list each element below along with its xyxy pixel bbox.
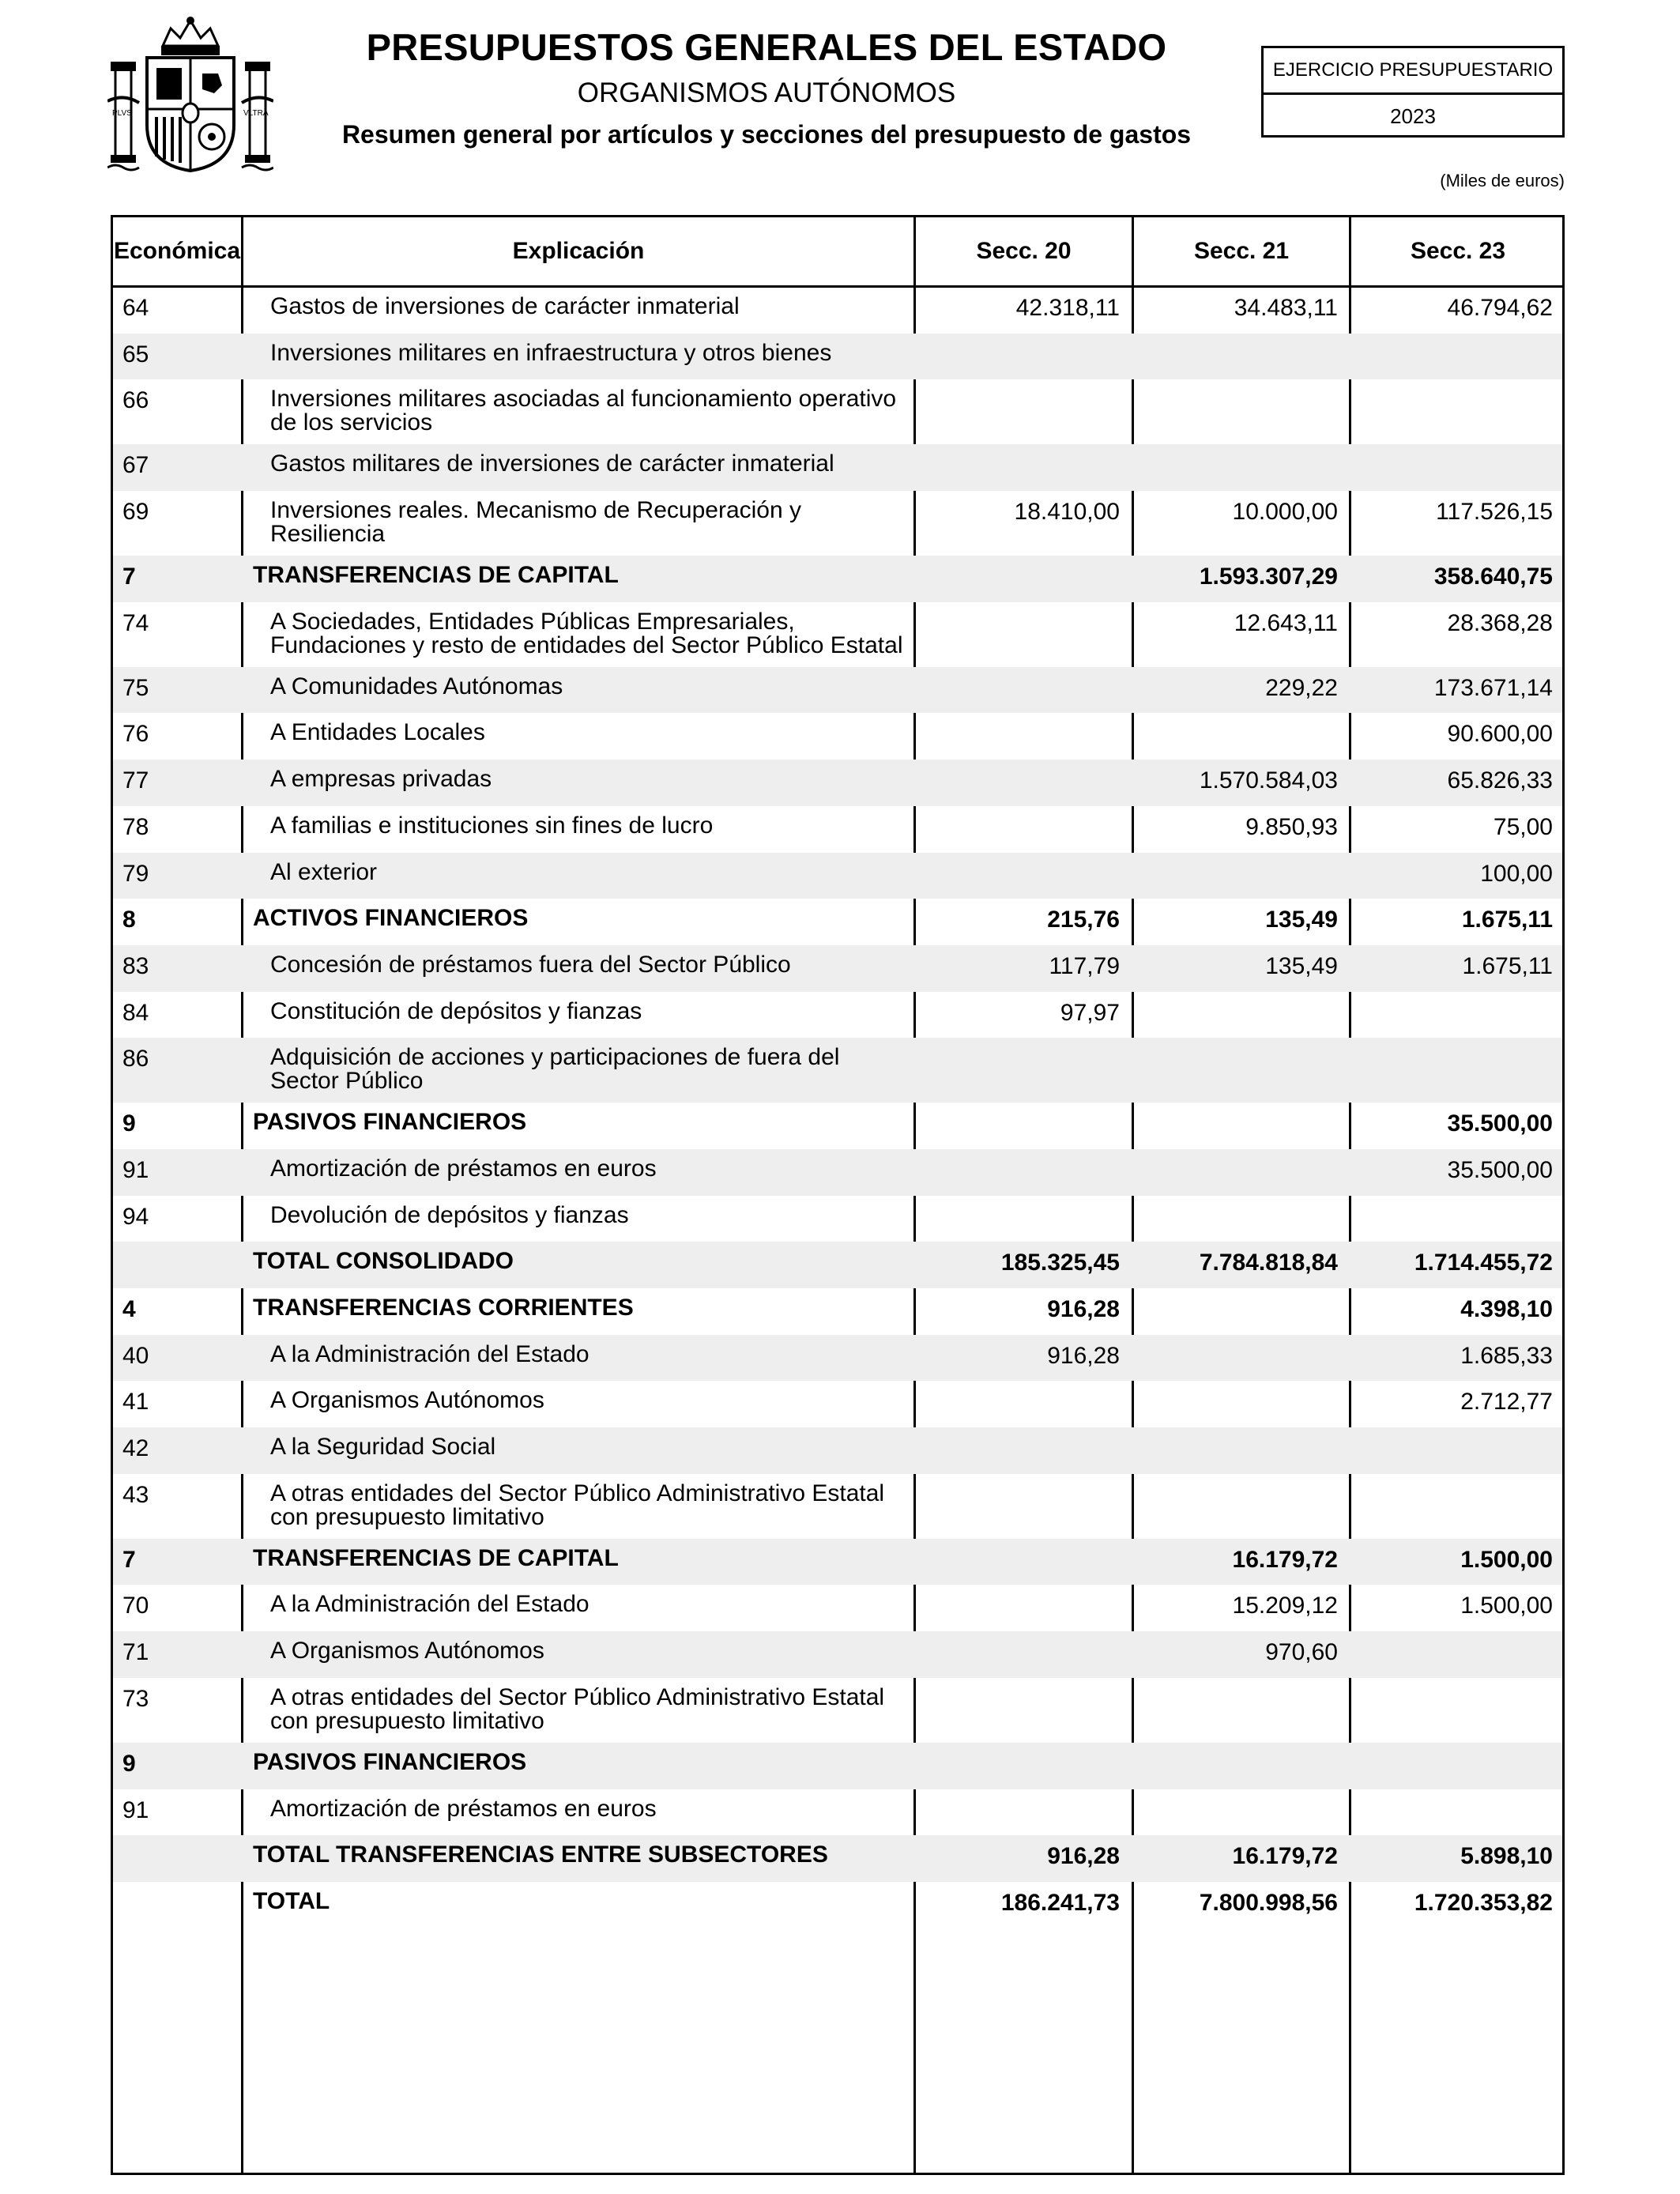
table-row bbox=[113, 806, 1562, 853]
row-secc-23: 28.368,28 bbox=[1447, 609, 1553, 636]
page-description: Resumen general por artículos y secciones del presupuesto de gastos bbox=[341, 120, 1192, 149]
table-row bbox=[113, 1381, 1562, 1427]
units-note: (Miles de euros) bbox=[1440, 171, 1565, 190]
row-secc-21: 135,49 bbox=[1265, 907, 1338, 933]
row-secc-23: 117.526,15 bbox=[1436, 499, 1553, 526]
row-secc-21: 1.593.307,29 bbox=[1199, 564, 1338, 590]
row-explanation: A empresas privadas bbox=[270, 766, 492, 793]
table-row bbox=[113, 491, 1562, 556]
row-secc-21: 135,49 bbox=[1265, 952, 1338, 979]
budget-table bbox=[111, 215, 1565, 2175]
row-explanation: TOTAL CONSOLIDADO bbox=[253, 1248, 514, 1275]
row-code: 9 bbox=[122, 1750, 136, 1777]
row-secc-23: 358.640,75 bbox=[1433, 564, 1553, 590]
row-explanation: TOTAL TRANSFERENCIAS ENTRE SUBSECTORES bbox=[253, 1842, 828, 1868]
row-explanation: Concesión de préstamos fuera del Sector Público bbox=[270, 951, 791, 978]
row-explanation: Amortización de préstamos en euros bbox=[270, 1155, 657, 1182]
table-row bbox=[113, 1743, 1562, 1789]
row-code: 83 bbox=[122, 952, 149, 979]
table-row bbox=[113, 853, 1562, 899]
column-header-explicacion: Explicación bbox=[512, 238, 645, 264]
row-secc-21: 34.483,11 bbox=[1234, 295, 1338, 321]
row-secc-21: 1.570.584,03 bbox=[1199, 767, 1338, 794]
row-code: 66 bbox=[122, 387, 149, 414]
table-row bbox=[113, 1678, 1562, 1743]
table-row bbox=[113, 1196, 1562, 1242]
row-explanation: Amortización de préstamos en euros bbox=[270, 1795, 657, 1822]
row-secc-21: 10.000,00 bbox=[1232, 499, 1338, 526]
table-row bbox=[113, 334, 1562, 380]
document-header bbox=[300, 24, 1233, 150]
table-row bbox=[113, 713, 1562, 760]
row-secc-23: 2.712,77 bbox=[1460, 1389, 1553, 1416]
table-row bbox=[113, 1585, 1562, 1631]
row-explanation: A familias e instituciones sin fines de lucro bbox=[270, 812, 714, 839]
row-explanation: A Comunidades Autónomas bbox=[270, 673, 563, 699]
page-title: PRESUPUESTOS GENERALES DEL ESTADO bbox=[366, 26, 1167, 68]
row-secc-23: 1.675,11 bbox=[1462, 952, 1553, 979]
table-row bbox=[113, 379, 1562, 444]
row-code: 79 bbox=[122, 860, 149, 887]
row-explanation: Constitución de depósitos y fianzas bbox=[270, 997, 642, 1024]
row-secc-21: 7.784.818,84 bbox=[1199, 1250, 1338, 1276]
table-row bbox=[113, 1789, 1562, 1836]
exercise-label: EJERCICIO PRESUPUESTARIO bbox=[1264, 48, 1562, 95]
table-row bbox=[113, 1474, 1562, 1539]
row-secc-23: 1.685,33 bbox=[1460, 1342, 1553, 1369]
row-code: 70 bbox=[122, 1593, 149, 1619]
row-secc-23: 35.500,00 bbox=[1447, 1110, 1553, 1137]
row-secc-23: 75,00 bbox=[1493, 813, 1553, 840]
row-secc-21: 970,60 bbox=[1265, 1639, 1338, 1666]
table-row bbox=[113, 1539, 1562, 1585]
row-explanation: Inversiones reales. Mecanismo de Recuperación y Resiliencia bbox=[270, 497, 801, 548]
column-header-secc-21: Secc. 21 bbox=[1193, 238, 1290, 264]
table-row bbox=[113, 945, 1562, 992]
row-explanation: Devolución de depósitos y fianzas bbox=[270, 1201, 629, 1228]
row-secc-21: 229,22 bbox=[1265, 674, 1338, 701]
row-secc-20: 215,76 bbox=[1047, 907, 1120, 933]
row-code: 86 bbox=[122, 1046, 149, 1072]
row-explanation: A la Administración del Estado bbox=[270, 1340, 590, 1367]
row-code: 8 bbox=[122, 907, 136, 933]
row-secc-23: 46.794,62 bbox=[1447, 295, 1553, 321]
coat-of-arms-logo bbox=[107, 14, 273, 172]
column-header-economica: Económica bbox=[113, 238, 241, 264]
row-secc-21: 15.209,12 bbox=[1232, 1593, 1338, 1619]
row-secc-23: 5.898,10 bbox=[1460, 1843, 1553, 1870]
row-code: 43 bbox=[122, 1481, 149, 1508]
column-header-secc-23: Secc. 23 bbox=[1410, 238, 1506, 264]
row-explanation: Inversiones militares en infraestructura y otros bienes bbox=[270, 339, 832, 366]
row-code: 84 bbox=[122, 999, 149, 1026]
row-explanation: Gastos militares de inversiones de carácter inmaterial bbox=[270, 450, 834, 477]
row-explanation: Gastos de inversiones de carácter inmaterial bbox=[270, 293, 740, 319]
table-row bbox=[113, 899, 1562, 945]
row-secc-20: 18.410,00 bbox=[1014, 499, 1120, 526]
row-code: 75 bbox=[122, 674, 149, 701]
table-row bbox=[113, 602, 1562, 667]
row-secc-20: 117,79 bbox=[1049, 952, 1120, 979]
row-explanation: TRANSFERENCIAS CORRIENTES bbox=[253, 1295, 634, 1321]
row-code: 41 bbox=[122, 1389, 149, 1416]
row-secc-23: 90.600,00 bbox=[1447, 721, 1553, 748]
row-explanation: A Sociedades, Entidades Públicas Empresariales, Fundaciones y resto de entidades del Sector Público Estatal bbox=[270, 608, 903, 658]
row-code: 69 bbox=[122, 499, 149, 526]
svg-text:PLVS: PLVS bbox=[112, 109, 132, 118]
table-row bbox=[113, 992, 1562, 1039]
row-code: 64 bbox=[122, 295, 149, 321]
table-row bbox=[113, 1103, 1562, 1149]
row-code: 7 bbox=[122, 564, 136, 590]
row-code: 91 bbox=[122, 1156, 149, 1183]
row-explanation: A Organismos Autónomos bbox=[270, 1387, 544, 1414]
row-secc-21: 9.850,93 bbox=[1245, 813, 1338, 840]
row-secc-20: 185.325,45 bbox=[1000, 1250, 1120, 1276]
row-explanation: TOTAL bbox=[253, 1887, 330, 1914]
row-secc-23: 1.500,00 bbox=[1460, 1546, 1553, 1573]
row-secc-23: 100,00 bbox=[1480, 860, 1553, 887]
row-explanation: ACTIVOS FINANCIEROS bbox=[253, 905, 529, 932]
table-row bbox=[113, 1631, 1562, 1678]
row-code: 42 bbox=[122, 1435, 149, 1462]
row-code: 74 bbox=[122, 609, 149, 636]
row-secc-23: 1.714.455,72 bbox=[1414, 1250, 1553, 1276]
table-row bbox=[113, 760, 1562, 806]
row-code: 76 bbox=[122, 721, 149, 748]
row-explanation: PASIVOS FINANCIEROS bbox=[253, 1748, 527, 1775]
row-secc-20: 186.241,73 bbox=[1000, 1889, 1120, 1916]
row-secc-20: 97,97 bbox=[1060, 999, 1120, 1026]
table-row bbox=[113, 667, 1562, 714]
row-explanation: TRANSFERENCIAS DE CAPITAL bbox=[253, 562, 619, 589]
row-code: 65 bbox=[122, 341, 149, 368]
row-secc-23: 65.826,33 bbox=[1447, 767, 1553, 794]
row-code: 94 bbox=[122, 1203, 149, 1230]
row-explanation: A otras entidades del Sector Público Administrativo Estatal con presupuesto limitativo bbox=[270, 1480, 885, 1530]
row-explanation: A la Administración del Estado bbox=[270, 1591, 590, 1618]
table-header bbox=[113, 217, 1562, 288]
row-secc-21: 16.179,72 bbox=[1232, 1546, 1338, 1573]
row-code: 9 bbox=[122, 1110, 136, 1137]
row-code: 91 bbox=[122, 1796, 149, 1823]
column-header-secc-20: Secc. 20 bbox=[976, 238, 1072, 264]
table-row bbox=[113, 287, 1562, 334]
table-row bbox=[113, 444, 1562, 491]
svg-text:VLTRA: VLTRA bbox=[243, 109, 269, 118]
row-explanation: A otras entidades del Sector Público Administrativo Estatal con presupuesto limitativo bbox=[270, 1683, 885, 1734]
row-secc-21: 12.643,11 bbox=[1234, 609, 1338, 636]
table-body bbox=[113, 287, 1562, 1928]
row-secc-20: 916,28 bbox=[1047, 1843, 1120, 1870]
table-row bbox=[113, 556, 1562, 602]
row-explanation: PASIVOS FINANCIEROS bbox=[253, 1109, 527, 1136]
row-secc-23: 4.398,10 bbox=[1460, 1296, 1553, 1322]
exercise-year: 2023 bbox=[1390, 104, 1436, 128]
row-secc-20: 916,28 bbox=[1047, 1296, 1120, 1322]
row-secc-23: 1.675,11 bbox=[1461, 907, 1553, 933]
table-row bbox=[113, 1882, 1562, 1928]
table-row bbox=[113, 1427, 1562, 1474]
table-row bbox=[113, 1149, 1562, 1196]
row-code: 4 bbox=[122, 1296, 136, 1322]
row-explanation: A la Seguridad Social bbox=[270, 1434, 496, 1461]
table-row bbox=[113, 1038, 1562, 1103]
row-code: 7 bbox=[122, 1546, 136, 1573]
table-row bbox=[113, 1335, 1562, 1382]
row-explanation: A Organismos Autónomos bbox=[270, 1638, 544, 1664]
row-explanation: TRANSFERENCIAS DE CAPITAL bbox=[253, 1544, 619, 1571]
row-secc-20: 916,28 bbox=[1047, 1342, 1120, 1369]
row-explanation: Inversiones militares asociadas al funcionamiento operativo de los servicios bbox=[270, 386, 897, 436]
row-code: 77 bbox=[122, 767, 149, 794]
table-row bbox=[113, 1288, 1562, 1335]
exercise-box bbox=[1261, 46, 1565, 138]
row-code: 67 bbox=[122, 452, 149, 479]
row-explanation: A Entidades Locales bbox=[270, 719, 485, 746]
row-secc-23: 35.500,00 bbox=[1447, 1156, 1553, 1183]
page-subtitle: ORGANISMOS AUTÓNOMOS bbox=[577, 77, 956, 108]
table-row bbox=[113, 1242, 1562, 1288]
row-secc-20: 42.318,11 bbox=[1015, 295, 1120, 321]
row-code: 78 bbox=[122, 813, 149, 840]
row-secc-23: 173.671,14 bbox=[1433, 674, 1553, 701]
row-secc-23: 1.500,00 bbox=[1460, 1593, 1553, 1619]
row-secc-23: 1.720.353,82 bbox=[1414, 1889, 1553, 1916]
row-secc-21: 16.179,72 bbox=[1232, 1843, 1338, 1870]
row-secc-21: 7.800.998,56 bbox=[1199, 1889, 1338, 1916]
row-explanation: Adquisición de acciones y participaciones de fuera del Sector Público bbox=[270, 1044, 840, 1095]
row-code: 40 bbox=[122, 1342, 149, 1369]
row-code: 73 bbox=[122, 1685, 149, 1712]
row-code: 71 bbox=[122, 1639, 149, 1666]
row-explanation: Al exterior bbox=[270, 858, 378, 885]
table-row bbox=[113, 1835, 1562, 1882]
